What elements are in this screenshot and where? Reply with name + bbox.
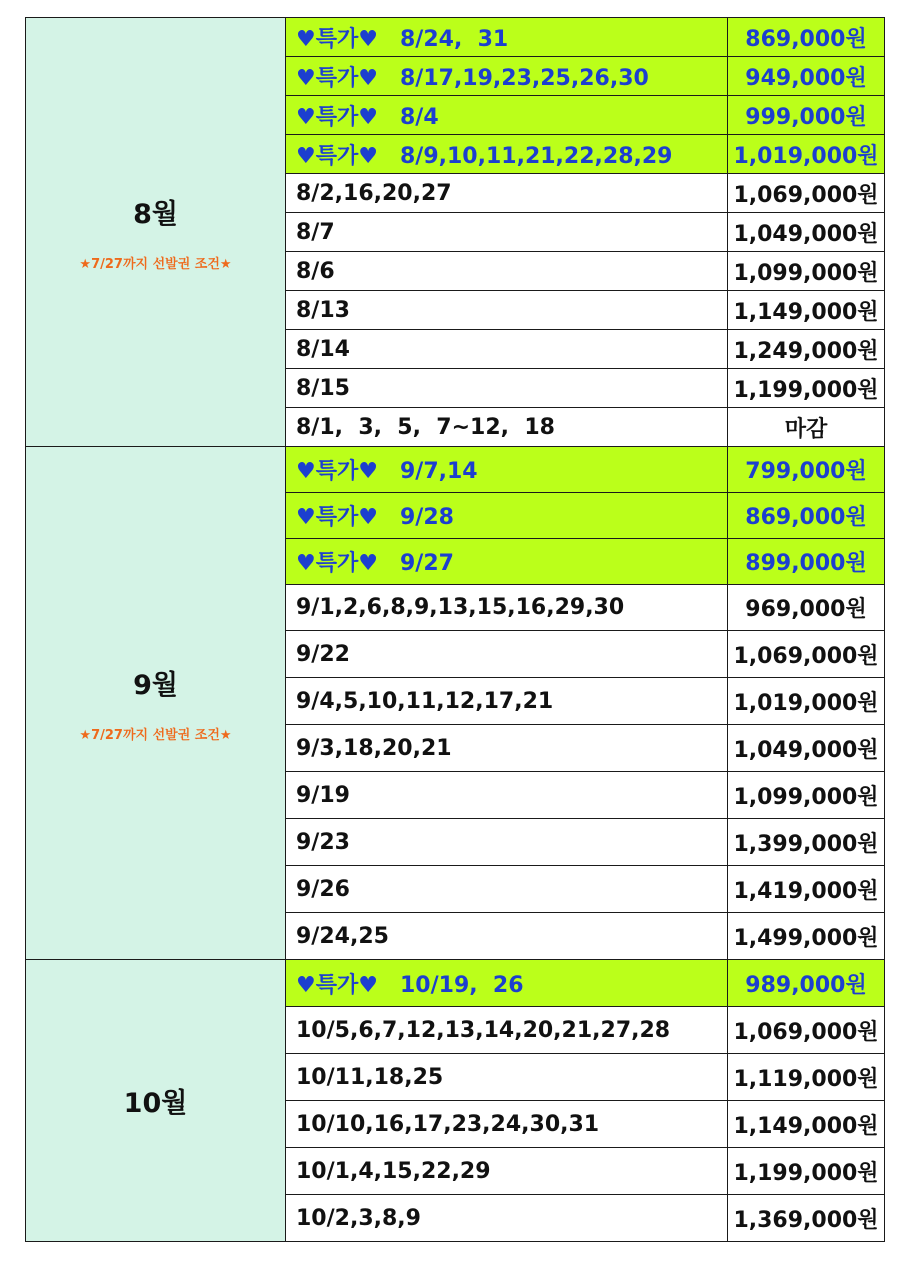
date-list: 8/14 [296, 336, 350, 362]
date-list: 10/19, 26 [399, 972, 524, 998]
date-cell [286, 369, 728, 408]
date-list: 9/22 [296, 641, 350, 667]
heart-icon: ♥ [358, 972, 378, 998]
heart-icon: ♥ [358, 26, 378, 52]
heart-icon: ♥ [358, 505, 378, 530]
date-cell [286, 213, 728, 252]
date-list: 8/2,16,20,27 [296, 180, 452, 206]
price-cell: 1,019,000원 [728, 135, 885, 174]
date-cell [286, 57, 728, 96]
special-tag: 특가 [315, 505, 359, 530]
date-cell [286, 1148, 728, 1195]
date-list: 9/1,2,6,8,9,13,15,16,29,30 [296, 595, 625, 620]
price-cell: 1,019,000원 [728, 678, 885, 725]
month-condition-note: ★7/27까지 선발권 조건★ [79, 257, 232, 272]
date-list: 8/17,19,23,25,26,30 [399, 65, 649, 91]
price-cell: 869,000원 [728, 18, 885, 57]
date-list: 8/6 [296, 258, 335, 284]
special-tag: 특가 [315, 26, 359, 52]
heart-icon: ♥ [296, 65, 316, 91]
date-cell [286, 819, 728, 866]
date-cell [286, 408, 728, 447]
special-price-row [26, 447, 885, 493]
heart-icon: ♥ [296, 972, 316, 998]
date-list: 10/11,18,25 [296, 1064, 444, 1090]
heart-icon: ♥ [296, 104, 316, 130]
price-cell: 1,099,000원 [728, 252, 885, 291]
price-cell: 1,149,000원 [728, 1101, 885, 1148]
date-cell [286, 866, 728, 913]
price-table [25, 17, 885, 1242]
month-cell [26, 447, 286, 960]
month-cell [26, 18, 286, 447]
date-list: 10/10,16,17,23,24,30,31 [296, 1111, 600, 1137]
date-list: 8/1, 3, 5, 7~12, 18 [296, 414, 555, 440]
date-list: 9/7,14 [399, 459, 478, 484]
heart-icon: ♥ [358, 65, 378, 91]
month-label: 10월 [123, 1088, 188, 1119]
heart-icon: ♥ [296, 26, 316, 52]
date-list: 8/7 [296, 219, 335, 245]
date-cell [286, 1007, 728, 1054]
date-cell [286, 1054, 728, 1101]
date-cell [286, 96, 728, 135]
heart-icon: ♥ [296, 459, 316, 484]
price-cell: 999,000원 [728, 96, 885, 135]
date-cell [286, 291, 728, 330]
special-price-row [26, 18, 885, 57]
date-cell [286, 585, 728, 631]
date-list: 9/19 [296, 782, 350, 808]
month-condition-note: ★7/27까지 선발권 조건★ [79, 728, 232, 743]
date-cell [286, 135, 728, 174]
price-cell: 1,419,000원 [728, 866, 885, 913]
date-list: 8/15 [296, 375, 350, 401]
price-cell: 1,119,000원 [728, 1054, 885, 1101]
price-cell: 1,069,000원 [728, 631, 885, 678]
month-label: 8월 [133, 199, 178, 230]
price-cell: 969,000원 [728, 585, 885, 631]
date-cell [286, 631, 728, 678]
date-list: 9/23 [296, 829, 350, 855]
date-list: 8/13 [296, 297, 350, 323]
date-list: 9/4,5,10,11,12,17,21 [296, 688, 554, 714]
date-cell [286, 772, 728, 819]
price-cell: 1,369,000원 [728, 1195, 885, 1242]
date-list: 9/27 [399, 551, 454, 576]
heart-icon: ♥ [296, 551, 316, 576]
date-cell [286, 493, 728, 539]
special-price-row [26, 960, 885, 1007]
price-cell: 1,069,000원 [728, 1007, 885, 1054]
price-cell: 1,499,000원 [728, 913, 885, 960]
date-list: 8/4 [399, 104, 439, 130]
date-cell [286, 330, 728, 369]
month-label: 9월 [133, 670, 178, 701]
date-list: 8/24, 31 [399, 26, 509, 52]
date-cell [286, 913, 728, 960]
price-cell: 869,000원 [728, 493, 885, 539]
price-cell: 1,049,000원 [728, 213, 885, 252]
price-cell: 마감 [728, 408, 885, 447]
heart-icon: ♥ [358, 551, 378, 576]
date-list: 10/1,4,15,22,29 [296, 1158, 491, 1184]
date-cell [286, 1101, 728, 1148]
price-cell: 1,199,000원 [728, 1148, 885, 1195]
special-tag: 특가 [315, 551, 359, 576]
month-cell [26, 960, 286, 1242]
heart-icon: ♥ [296, 143, 316, 169]
date-list: 9/24,25 [296, 923, 389, 949]
price-cell: 989,000원 [728, 960, 885, 1007]
price-cell: 1,099,000원 [728, 772, 885, 819]
date-cell [286, 174, 728, 213]
special-tag: 특가 [315, 972, 359, 998]
price-cell: 799,000원 [728, 447, 885, 493]
special-tag: 특가 [315, 143, 359, 169]
date-list: 8/9,10,11,21,22,28,29 [399, 143, 673, 169]
date-cell [286, 18, 728, 57]
heart-icon: ♥ [358, 459, 378, 484]
date-cell [286, 1195, 728, 1242]
special-tag: 특가 [315, 459, 359, 484]
date-list: 9/26 [296, 876, 350, 902]
date-list: 9/28 [399, 505, 454, 530]
price-cell: 1,149,000원 [728, 291, 885, 330]
special-tag: 특가 [315, 65, 359, 91]
price-cell: 1,049,000원 [728, 725, 885, 772]
date-cell [286, 725, 728, 772]
date-list: 10/5,6,7,12,13,14,20,21,27,28 [296, 1017, 671, 1043]
date-cell [286, 960, 728, 1007]
heart-icon: ♥ [296, 505, 316, 530]
heart-icon: ♥ [358, 143, 378, 169]
date-list: 9/3,18,20,21 [296, 735, 452, 761]
price-cell: 949,000원 [728, 57, 885, 96]
price-cell: 899,000원 [728, 539, 885, 585]
price-cell: 1,249,000원 [728, 330, 885, 369]
heart-icon: ♥ [358, 104, 378, 130]
date-cell [286, 447, 728, 493]
date-list: 10/2,3,8,9 [296, 1205, 421, 1231]
price-cell: 1,399,000원 [728, 819, 885, 866]
date-cell [286, 252, 728, 291]
date-cell [286, 678, 728, 725]
price-cell: 1,199,000원 [728, 369, 885, 408]
special-tag: 특가 [315, 104, 359, 130]
date-cell [286, 539, 728, 585]
price-cell: 1,069,000원 [728, 174, 885, 213]
